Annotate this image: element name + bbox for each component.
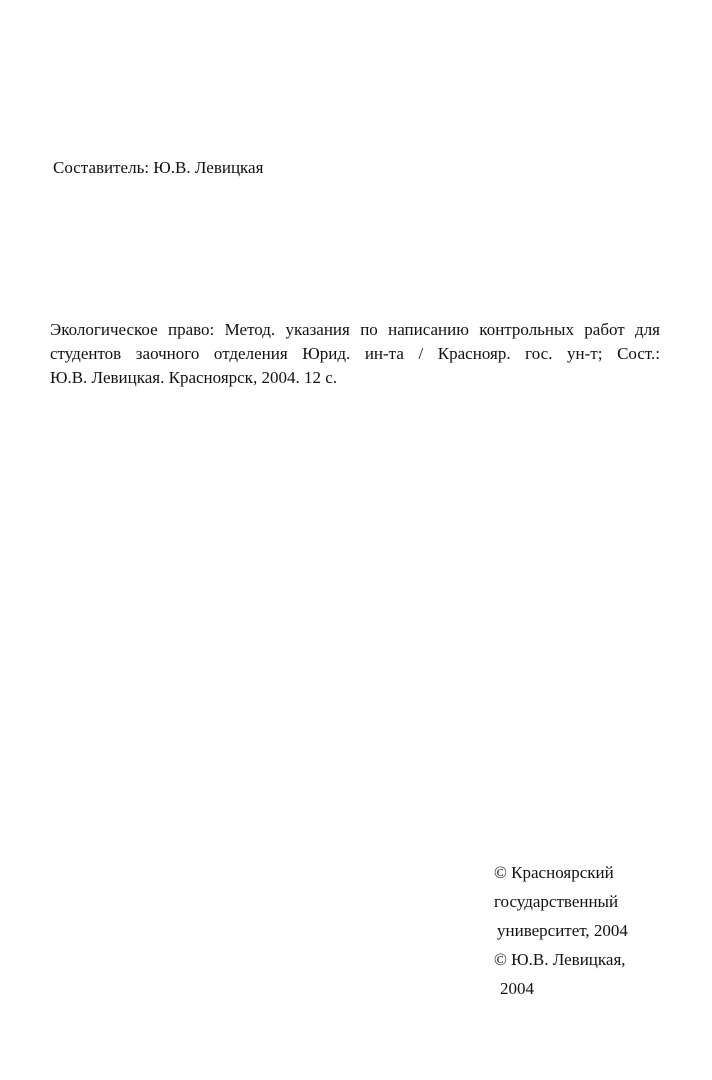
annotation-line: Экологическое право: Метод. указания по написанию контрольных работ для <box>50 320 660 339</box>
copyright-line: государственный <box>494 892 619 911</box>
copyright-line: 2004 <box>500 979 534 998</box>
copyright-line-author: © Ю.В. Левицкая, <box>494 950 626 969</box>
annotation-line: студентов заочного отделения Юрид. ин-та / Краснояр. гос. ун-т; Сост.: <box>50 344 660 363</box>
annotation-line: Ю.В. Левицкая. Красноярск, 2004. 12 с. <box>50 368 337 387</box>
copyright-line-university: © Красноярский <box>494 863 614 882</box>
bibliographic-annotation <box>50 318 660 390</box>
copyright-line: университет, 2004 <box>497 921 628 940</box>
compiler-credit: Составитель: Ю.В. Левицкая <box>53 158 264 177</box>
copyright-block <box>494 858 628 1003</box>
